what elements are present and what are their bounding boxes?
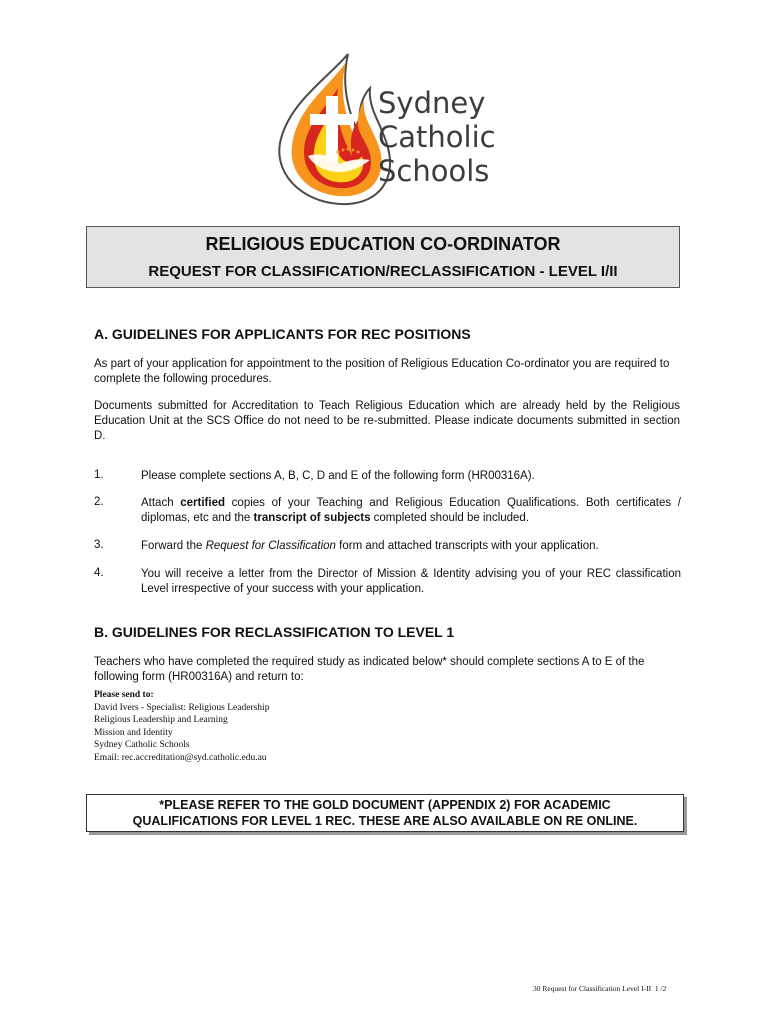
send-to-unit: Religious Leadership and Learning [94,715,228,725]
footer-doc-title: 30 Request for Classification Level I-II [533,984,652,993]
notice-line-1: *PLEASE REFER TO THE GOLD DOCUMENT (APPENDIX 2) FOR ACADEMIC [159,798,611,812]
section-a-intro: As part of your application for appointment to the position of Religious Education Co-ordinator you are required to complete the following procedures. [94,358,670,385]
send-to-department: Mission and Identity [94,727,173,738]
gold-document-notice [86,794,684,832]
logo-line-1: Sydney [378,86,486,120]
send-to-label: Please send to: [94,690,154,700]
document-subtitle: REQUEST FOR CLASSIFICATION/RECLASSIFICATION - LEVEL I/II [148,263,618,280]
logo-line-3: Schools [378,154,490,188]
item-2-pre: Attach [141,497,181,509]
send-to-block [94,689,269,764]
item-2-post: completed should be included. [370,512,530,524]
footer-page-number: 1 /2 [654,984,667,993]
item-3-text [141,539,681,554]
title-box [86,226,680,288]
send-to-name: David Ivers - Specialist: Religious Leadership [94,702,270,713]
notice-line-2: QUALIFICATIONS FOR LEVEL 1 REC. THESE ARE ALSO AVAILABLE ON RE ONLINE. [132,814,638,828]
section-b-heading: B. GUIDELINES FOR RECLASSIFICATION TO LEVEL 1 [94,624,455,640]
section-b-intro: Teachers who have completed the required study as indicated below* should complete sections A to E of the following form (HR00316A) and return to: [94,656,645,683]
send-to-organisation: Sydney Catholic Schools [94,740,190,750]
logo-wordmark [378,86,496,188]
item-3-pre: Forward the [141,540,206,552]
item-2-certified: certified [180,497,226,509]
item-4-text: You will receive a letter from the Director of Mission & Identity advising you of your REC classification Level irrespective of your success with your application. [141,568,681,595]
item-1-number: 1. [94,469,104,481]
item-2-text [141,496,681,526]
item-3-post: form and attached transcripts with your application. [335,540,599,552]
item-2-transcript: transcript of subjects [253,512,371,524]
item-4-number: 4. [94,567,104,579]
document-title: RELIGIOUS EDUCATION CO-ORDINATOR [205,234,561,254]
item-3-number: 3. [94,539,104,551]
item-2-number: 2. [94,496,104,508]
item-1-text: Please complete sections A, B, C, D and E of the following form (HR00316A). [141,470,535,482]
logo-line-2: Catholic [378,120,496,154]
section-a-documents: Documents submitted for Accreditation to Teach Religious Education which are already held by the Religious Education Unit at the SCS Office do not need to be re-submitted. Please indicate documents submitted in section D. [94,400,680,442]
section-a-heading: A. GUIDELINES FOR APPLICANTS FOR REC POSITIONS [94,326,471,342]
send-to-email[interactable]: Email: rec.accreditation@syd.catholic.edu.au [94,752,267,763]
item-3-form-name: Request for Classification [205,540,336,552]
item-2-mid: copies of your Teaching and Religious Education Qualifications. Both certificates / diplomas, etc and the [141,497,681,524]
page-footer [533,984,666,993]
